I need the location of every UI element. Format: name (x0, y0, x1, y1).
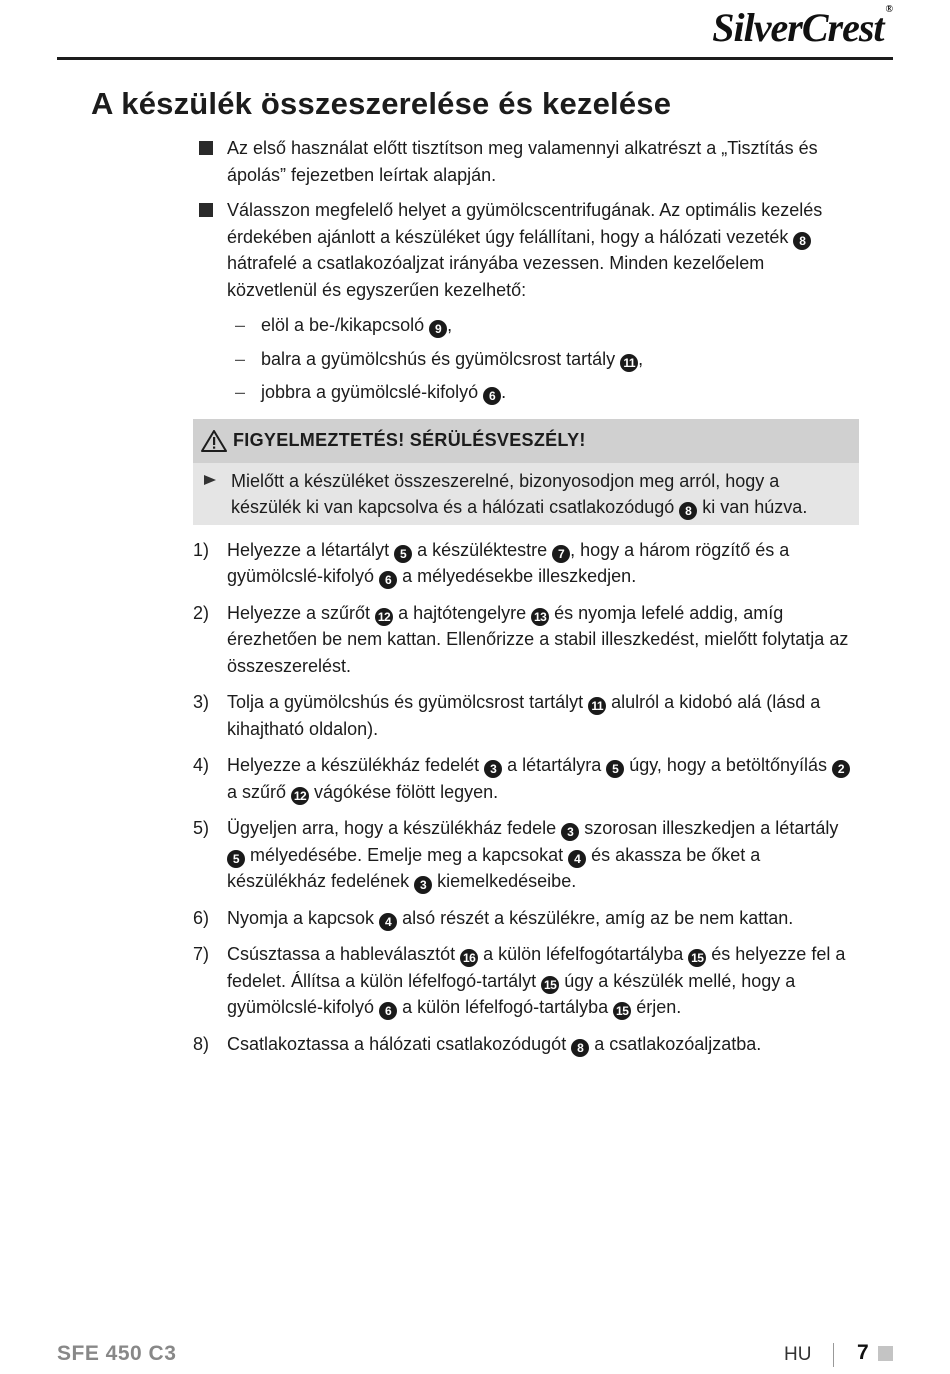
reference-number-badge: 6 (379, 571, 397, 589)
step-number: 3) (193, 692, 210, 712)
step-item (193, 752, 859, 805)
step-number: 8) (193, 1033, 210, 1054)
reference-number-badge: 16 (460, 949, 478, 967)
step-item (193, 1031, 859, 1058)
control-list (193, 312, 859, 406)
reference-number-badge: 11 (620, 354, 638, 372)
list-item-text: elöl a be-/kikapcsoló 9 , (261, 315, 453, 336)
page-number: 7 (857, 1341, 869, 1364)
list-item (193, 312, 859, 339)
reference-number-badge: 4 (568, 850, 586, 868)
reference-number-badge: 3 (484, 760, 502, 778)
step-text: Csúsztassa a hableválasztót 16 a külön léfelfogótartályba 15 és helyezze fel a fedelet. Állítsa a külön léfelfogó-tartályt 15 úgy a készülék mellé, hogy a gyümölcslé-kifolyó 6 a külön léfelfogó-tartályba 15 érjen. (227, 944, 846, 1018)
reference-number-badge: 6 (483, 387, 501, 405)
step-text: Helyezze a készülékház fedelét 3 a létartályra 5 úgy, hogy a betöltőnyílás 2 a szűrő 12 vágókése fölött legyen. (227, 755, 850, 802)
language-code: HU (784, 1344, 812, 1365)
list-item (193, 346, 859, 373)
step-item (193, 941, 859, 1021)
step-number: 2) (193, 602, 210, 623)
square-bullet-icon (199, 141, 213, 155)
list-item-text: balra a gyümölcshús és gyümölcsrost tartály 11 , (261, 348, 644, 370)
reference-number-badge: 8 (793, 232, 811, 250)
reference-number-badge: 5 (394, 545, 412, 563)
reference-number-badge: 11 (588, 697, 606, 715)
reference-number-badge: 6 (379, 1002, 397, 1020)
bullet-text: Az első használat előtt tisztítson meg valamennyi alkatrészt a „Tisztítás és ápolás” fejezetben leírtak alapján. (227, 138, 818, 185)
reference-number-badge: 8 (679, 502, 697, 520)
reference-number-badge: 12 (375, 608, 393, 626)
reference-number-badge: 5 (227, 850, 245, 868)
dash-icon: – (235, 315, 246, 335)
step-number: 4) (193, 755, 210, 775)
list-item (193, 379, 859, 406)
square-bullet-icon (199, 203, 213, 217)
bullet-text: Válasszon megfelelő helyet a gyümölcscentrifugának. Az optimális kezelés érdekében ajánlott a készüléket úgy felállítani, hogy a hálózati vezeték 8 hátrafelé a csatlakozóaljzat irányába vezessen. Minden kezelőelem közvetlenül és egyszerűen kezelhető: (227, 200, 823, 300)
reference-number-badge: 8 (571, 1039, 589, 1057)
footer-divider (833, 1343, 834, 1367)
reference-number-badge: 4 (379, 913, 397, 931)
warning-box (193, 419, 859, 525)
bullet-item (193, 197, 859, 303)
step-item (193, 600, 859, 680)
step-text: Csatlakoztassa a hálózati csatlakozódugót 8 a csatlakozóaljzatba. (227, 1033, 762, 1055)
step-item (193, 689, 859, 742)
reference-number-badge: 3 (414, 876, 432, 894)
reference-number-badge: 12 (291, 787, 309, 805)
model-number: SFE 450 C3 (57, 1342, 177, 1365)
reference-number-badge: 9 (429, 320, 447, 338)
dash-icon: – (235, 348, 246, 369)
step-item (193, 815, 859, 895)
step-number: 1) (193, 539, 210, 560)
page-title: A készülék összeszerelése és kezelése (91, 86, 672, 121)
step-item (193, 905, 859, 932)
step-number: 6) (193, 907, 210, 928)
reference-number-badge: 15 (613, 1002, 631, 1020)
list-item-text: jobbra a gyümölcslé-kifolyó 6 . (261, 382, 507, 403)
step-text: Helyezze a létartályt 5 a készüléktestre 7 , hogy a három rögzítő és a gyümölcslé-kifolyó 6 a mélyedésekbe illeszkedjen. (227, 539, 790, 587)
warning-text: Mielőtt a készüléket összeszerelné, bizonyosodjon meg arról, hogy a készülék ki van kapcsolva és a hálózati csatlakozódugó 8 ki van húzva. (231, 470, 808, 518)
header-rule (57, 57, 893, 60)
reference-number-badge: 15 (541, 976, 559, 994)
brand-logo (712, 4, 892, 51)
reference-number-badge: 2 (832, 760, 850, 778)
reference-number-badge: 13 (531, 608, 549, 626)
warning-header (193, 419, 859, 463)
step-text: Ügyeljen arra, hogy a készülékház fedele 3 szorosan illeszkedjen a létartály 5 mélyedésébe. Emelje meg a kapcsokat 4 és akassza be őket a készülékház fedelének 3 kiemelkedéseibe. (227, 818, 839, 892)
step-text: Nyomja a kapcsok 4 alsó részét a készülékre, amíg az be nem kattan. (227, 907, 794, 929)
bullet-item (193, 135, 859, 188)
registered-mark: ® (885, 4, 892, 15)
reference-number-badge: 3 (561, 823, 579, 841)
step-item (193, 537, 859, 590)
warning-triangle-icon (201, 430, 227, 452)
page-marker-icon (878, 1346, 893, 1361)
reference-number-badge: 5 (606, 760, 624, 778)
warning-title: FIGYELMEZTETÉS! SÉRÜLÉSVESZÉLY! (233, 430, 586, 451)
main-content (193, 135, 859, 1067)
step-number: 7) (193, 944, 210, 964)
reference-number-badge: 15 (688, 949, 706, 967)
step-number: 5) (193, 818, 210, 838)
reference-number-badge: 7 (552, 545, 570, 563)
step-text: Tolja a gyümölcshús és gyümölcsrost tartályt 11 alulról a kidobó alá (lásd a kihajtható oldalon). (227, 692, 821, 739)
arrow-bullet-icon (204, 475, 216, 485)
warning-body (193, 463, 859, 525)
brand-name: SilverCrest (712, 5, 884, 50)
step-text: Helyezze a szűrőt 12 a hajtótengelyre 13 és nyomja lefelé addig, amíg érezhetően be nem kattan. Ellenőrizze a stabil illeszkedést, mielőtt folytatja az összeszerelést. (227, 602, 849, 676)
dash-icon: – (235, 382, 246, 402)
